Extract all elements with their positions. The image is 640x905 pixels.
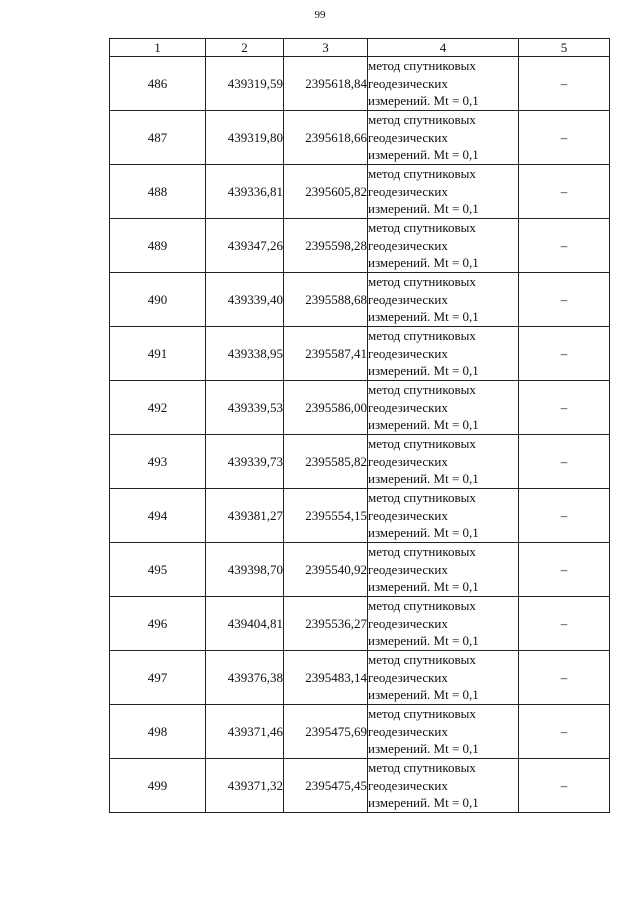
method-line: измерений. Mt = 0,1: [368, 579, 479, 595]
note-cell: –: [519, 219, 610, 273]
y-coordinate-cell: 2395475,69: [284, 705, 368, 759]
method-cell: [368, 759, 519, 813]
method-line: метод спутниковых: [368, 112, 476, 128]
column-header-3: 3: [284, 39, 368, 57]
table-row: [110, 489, 610, 543]
table-row: [110, 651, 610, 705]
note-cell: –: [519, 651, 610, 705]
x-coordinate-cell: 439347,26: [206, 219, 284, 273]
method-line: измерений. Mt = 0,1: [368, 201, 479, 217]
column-header-5: 5: [519, 39, 610, 57]
table-body: [110, 57, 610, 813]
method-cell: [368, 273, 519, 327]
note-cell: –: [519, 543, 610, 597]
y-coordinate-cell: 2395585,82: [284, 435, 368, 489]
method-line: измерений. Mt = 0,1: [368, 795, 479, 811]
method-line: измерений. Mt = 0,1: [368, 309, 479, 325]
method-cell: [368, 651, 519, 705]
method-line: геодезических: [368, 507, 448, 523]
note-cell: –: [519, 597, 610, 651]
method-line: измерений. Mt = 0,1: [368, 93, 479, 109]
method-line: геодезических: [368, 129, 448, 145]
method-line: метод спутниковых: [368, 382, 476, 398]
table-row: [110, 705, 610, 759]
x-coordinate-cell: 439404,81: [206, 597, 284, 651]
header-row: [110, 39, 610, 57]
table-row: [110, 597, 610, 651]
method-line: измерений. Mt = 0,1: [368, 471, 479, 487]
method-cell: [368, 219, 519, 273]
y-coordinate-cell: 2395483,14: [284, 651, 368, 705]
x-coordinate-cell: 439398,70: [206, 543, 284, 597]
table-row: [110, 381, 610, 435]
x-coordinate-cell: 439371,46: [206, 705, 284, 759]
method-line: геодезических: [368, 777, 448, 793]
y-coordinate-cell: 2395540,92: [284, 543, 368, 597]
point-number-cell: 493: [110, 435, 206, 489]
method-line: геодезических: [368, 291, 448, 307]
y-coordinate-cell: 2395536,27: [284, 597, 368, 651]
table-row: [110, 327, 610, 381]
x-coordinate-cell: 439319,59: [206, 57, 284, 111]
x-coordinate-cell: 439381,27: [206, 489, 284, 543]
method-line: измерений. Mt = 0,1: [368, 525, 479, 541]
note-cell: –: [519, 111, 610, 165]
y-coordinate-cell: 2395587,41: [284, 327, 368, 381]
method-line: геодезических: [368, 669, 448, 685]
x-coordinate-cell: 439371,32: [206, 759, 284, 813]
note-cell: –: [519, 489, 610, 543]
method-line: метод спутниковых: [368, 760, 476, 776]
method-line: измерений. Mt = 0,1: [368, 147, 479, 163]
method-line: измерений. Mt = 0,1: [368, 363, 479, 379]
method-line: метод спутниковых: [368, 274, 476, 290]
column-header-4: 4: [368, 39, 519, 57]
method-line: геодезических: [368, 453, 448, 469]
method-line: метод спутниковых: [368, 328, 476, 344]
note-cell: –: [519, 165, 610, 219]
point-number-cell: 486: [110, 57, 206, 111]
x-coordinate-cell: 439376,38: [206, 651, 284, 705]
point-number-cell: 496: [110, 597, 206, 651]
method-cell: [368, 543, 519, 597]
method-line: геодезических: [368, 345, 448, 361]
method-line: геодезических: [368, 561, 448, 577]
x-coordinate-cell: 439339,53: [206, 381, 284, 435]
method-line: измерений. Mt = 0,1: [368, 741, 479, 757]
point-number-cell: 488: [110, 165, 206, 219]
table-row: [110, 165, 610, 219]
coordinates-table: [109, 38, 610, 813]
y-coordinate-cell: 2395618,84: [284, 57, 368, 111]
note-cell: –: [519, 759, 610, 813]
point-number-cell: 497: [110, 651, 206, 705]
y-coordinate-cell: 2395586,00: [284, 381, 368, 435]
point-number-cell: 490: [110, 273, 206, 327]
table-row: [110, 543, 610, 597]
method-line: метод спутниковых: [368, 58, 476, 74]
y-coordinate-cell: 2395618,66: [284, 111, 368, 165]
method-cell: [368, 435, 519, 489]
method-line: геодезических: [368, 723, 448, 739]
method-line: метод спутниковых: [368, 490, 476, 506]
method-line: геодезических: [368, 615, 448, 631]
method-line: метод спутниковых: [368, 544, 476, 560]
method-line: метод спутниковых: [368, 598, 476, 614]
table-row: [110, 759, 610, 813]
note-cell: –: [519, 327, 610, 381]
point-number-cell: 494: [110, 489, 206, 543]
note-cell: –: [519, 273, 610, 327]
method-cell: [368, 705, 519, 759]
point-number-cell: 499: [110, 759, 206, 813]
note-cell: –: [519, 435, 610, 489]
method-line: метод спутниковых: [368, 652, 476, 668]
column-header-1: 1: [110, 39, 206, 57]
method-cell: [368, 597, 519, 651]
method-line: метод спутниковых: [368, 166, 476, 182]
method-line: геодезических: [368, 183, 448, 199]
y-coordinate-cell: 2395588,68: [284, 273, 368, 327]
y-coordinate-cell: 2395475,45: [284, 759, 368, 813]
table-row: [110, 219, 610, 273]
method-line: измерений. Mt = 0,1: [368, 417, 479, 433]
point-number-cell: 492: [110, 381, 206, 435]
y-coordinate-cell: 2395605,82: [284, 165, 368, 219]
method-line: метод спутниковых: [368, 436, 476, 452]
method-cell: [368, 57, 519, 111]
method-line: геодезических: [368, 399, 448, 415]
x-coordinate-cell: 439339,40: [206, 273, 284, 327]
note-cell: –: [519, 381, 610, 435]
method-cell: [368, 327, 519, 381]
y-coordinate-cell: 2395598,28: [284, 219, 368, 273]
method-cell: [368, 165, 519, 219]
point-number-cell: 489: [110, 219, 206, 273]
method-line: измерений. Mt = 0,1: [368, 255, 479, 271]
method-line: геодезических: [368, 237, 448, 253]
method-cell: [368, 381, 519, 435]
x-coordinate-cell: 439339,73: [206, 435, 284, 489]
method-line: геодезических: [368, 75, 448, 91]
column-header-2: 2: [206, 39, 284, 57]
x-coordinate-cell: 439319,80: [206, 111, 284, 165]
method-cell: [368, 489, 519, 543]
note-cell: –: [519, 57, 610, 111]
table-row: [110, 273, 610, 327]
page-number: 99: [314, 9, 326, 21]
method-line: метод спутниковых: [368, 706, 476, 722]
method-line: метод спутниковых: [368, 220, 476, 236]
point-number-cell: 491: [110, 327, 206, 381]
point-number-cell: 487: [110, 111, 206, 165]
method-line: измерений. Mt = 0,1: [368, 687, 479, 703]
table-row: [110, 111, 610, 165]
x-coordinate-cell: 439338,95: [206, 327, 284, 381]
point-number-cell: 498: [110, 705, 206, 759]
point-number-cell: 495: [110, 543, 206, 597]
table-row: [110, 57, 610, 111]
y-coordinate-cell: 2395554,15: [284, 489, 368, 543]
note-cell: –: [519, 705, 610, 759]
x-coordinate-cell: 439336,81: [206, 165, 284, 219]
table-row: [110, 435, 610, 489]
method-line: измерений. Mt = 0,1: [368, 633, 479, 649]
method-cell: [368, 111, 519, 165]
